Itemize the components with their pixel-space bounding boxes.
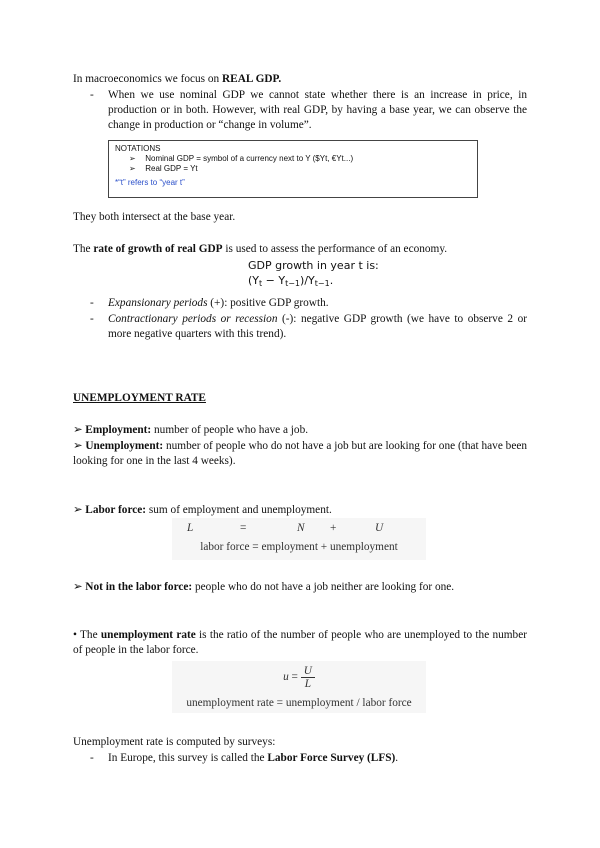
dash-bullet: -: [90, 297, 94, 309]
intersect-line: They both intersect at the base year.: [73, 211, 236, 223]
intro-bullet-text: When we use nominal GDP we cannot state whether there is an increase in price, in production or in both. However, with real GDP, by having a base year, we can observe the change in production or “change in volume”.: [108, 89, 527, 131]
rate-text: is the ratio of the number of people who are unemployed to the number of people in the labor force.: [73, 629, 527, 656]
formula-div: )/Y: [300, 274, 315, 287]
arrow-bullet-icon: ➢: [129, 164, 136, 173]
employment-def: [73, 423, 308, 438]
intro-bold: REAL GDP.: [222, 73, 282, 85]
notations-title: NOTATIONS: [115, 144, 161, 153]
rate-fraction-line: [172, 665, 426, 690]
contractionary-item: [108, 312, 527, 342]
notation-real: Real GDP = Yt: [145, 164, 198, 173]
labor-force-def: [73, 503, 332, 518]
survey-prefix: In Europe, this survey is called the: [108, 752, 268, 764]
formula-minus: − Y: [262, 274, 286, 287]
gdp-growth-formula: [248, 258, 379, 291]
formula-line2: [248, 273, 379, 291]
survey-line: Unemployment rate is computed by surveys:: [73, 736, 276, 748]
unemployment-text: number of people who do not have a job but are looking for one (that have been looking for one in the last 4 weeks).: [73, 440, 527, 467]
not-in-label: Not in the labor force:: [85, 581, 193, 593]
contractionary-text: (-): negative GDP growth (we have to observe 2 or more negative quarters with this trend).: [108, 313, 527, 340]
eq-symbol-u: u: [283, 671, 289, 684]
arrow-bullet-icon: ➢: [73, 504, 83, 516]
formula-line1: GDP growth in year t is:: [248, 259, 379, 272]
not-in-labor-force-def: [73, 580, 454, 595]
fraction-numerator: U: [301, 665, 315, 678]
rate-bold: unemployment rate: [100, 629, 196, 641]
intro-line: [73, 72, 281, 87]
labor-force-text: sum of employment and unemployment.: [146, 504, 332, 516]
section-heading: UNEMPLOYMENT RATE: [73, 392, 206, 404]
equation-words: labor force = employment + unemployment: [200, 541, 398, 553]
growth-line: [73, 242, 447, 257]
labor-force-equation: [172, 518, 426, 560]
dash-bullet: -: [90, 313, 94, 325]
notation-footnote: *“t” refers to “year t”: [115, 178, 185, 187]
rate-fraction: [301, 665, 315, 690]
expansionary-label: Expansionary periods: [108, 297, 208, 309]
survey-end: .: [395, 752, 399, 764]
eq-equals: =: [291, 671, 298, 684]
expansionary-item: [108, 296, 329, 311]
arrow-bullet-icon: ➢: [73, 440, 83, 452]
growth-suffix: is used to assess the performance of an economy.: [222, 243, 448, 255]
expansionary-text: (+): positive GDP growth.: [207, 297, 329, 309]
unemployment-def: [73, 439, 527, 469]
equation-symbols: [172, 521, 426, 536]
arrow-bullet-icon: ➢: [129, 154, 136, 163]
survey-bold: Labor Force Survey (LFS): [267, 752, 396, 764]
not-in-text: people who do not have a job neither are looking for one.: [192, 581, 455, 593]
unemployment-rate-equation: [172, 661, 426, 713]
arrow-bullet-icon: ➢: [73, 581, 83, 593]
survey-item: [108, 751, 398, 766]
dash-bullet: -: [90, 752, 94, 764]
labor-force-label: Labor force:: [85, 504, 147, 516]
eq-plus: +: [330, 522, 337, 534]
growth-prefix: The: [73, 243, 94, 255]
formula-end: .: [329, 274, 334, 287]
formula-sub-t1: t−1: [285, 279, 301, 288]
dash-bullet: -: [90, 89, 94, 101]
eq-symbol-L: L: [187, 522, 194, 534]
intro-text: In macroeconomics we focus on: [73, 73, 223, 85]
growth-bold: rate of growth of real GDP: [93, 243, 223, 255]
formula-sub-t: t: [259, 279, 263, 288]
fraction-denominator: L: [304, 678, 311, 690]
eq-symbol-N: N: [297, 522, 305, 534]
unemployment-rate-def: [73, 628, 527, 658]
unemployment-label: Unemployment:: [85, 440, 164, 452]
eq-symbol-U: U: [375, 522, 384, 534]
notation-nominal: Nominal GDP = symbol of a currency next to Y ($Yt, €Yt...): [145, 154, 354, 163]
eq-equals: =: [240, 522, 247, 534]
contractionary-label: Contractionary periods or recession: [108, 313, 278, 325]
dot-bullet-icon: •: [73, 629, 77, 641]
rate-equation-words: unemployment rate = unemployment / labor force: [186, 697, 412, 709]
employment-label: Employment:: [85, 424, 152, 436]
formula-sub-t1b: t−1: [314, 279, 330, 288]
rate-prefix: The: [76, 629, 101, 641]
formula-open: (Y: [248, 274, 260, 287]
arrow-bullet-icon: ➢: [73, 424, 83, 436]
employment-text: number of people who have a job.: [151, 424, 309, 436]
notations-box: [108, 140, 478, 198]
